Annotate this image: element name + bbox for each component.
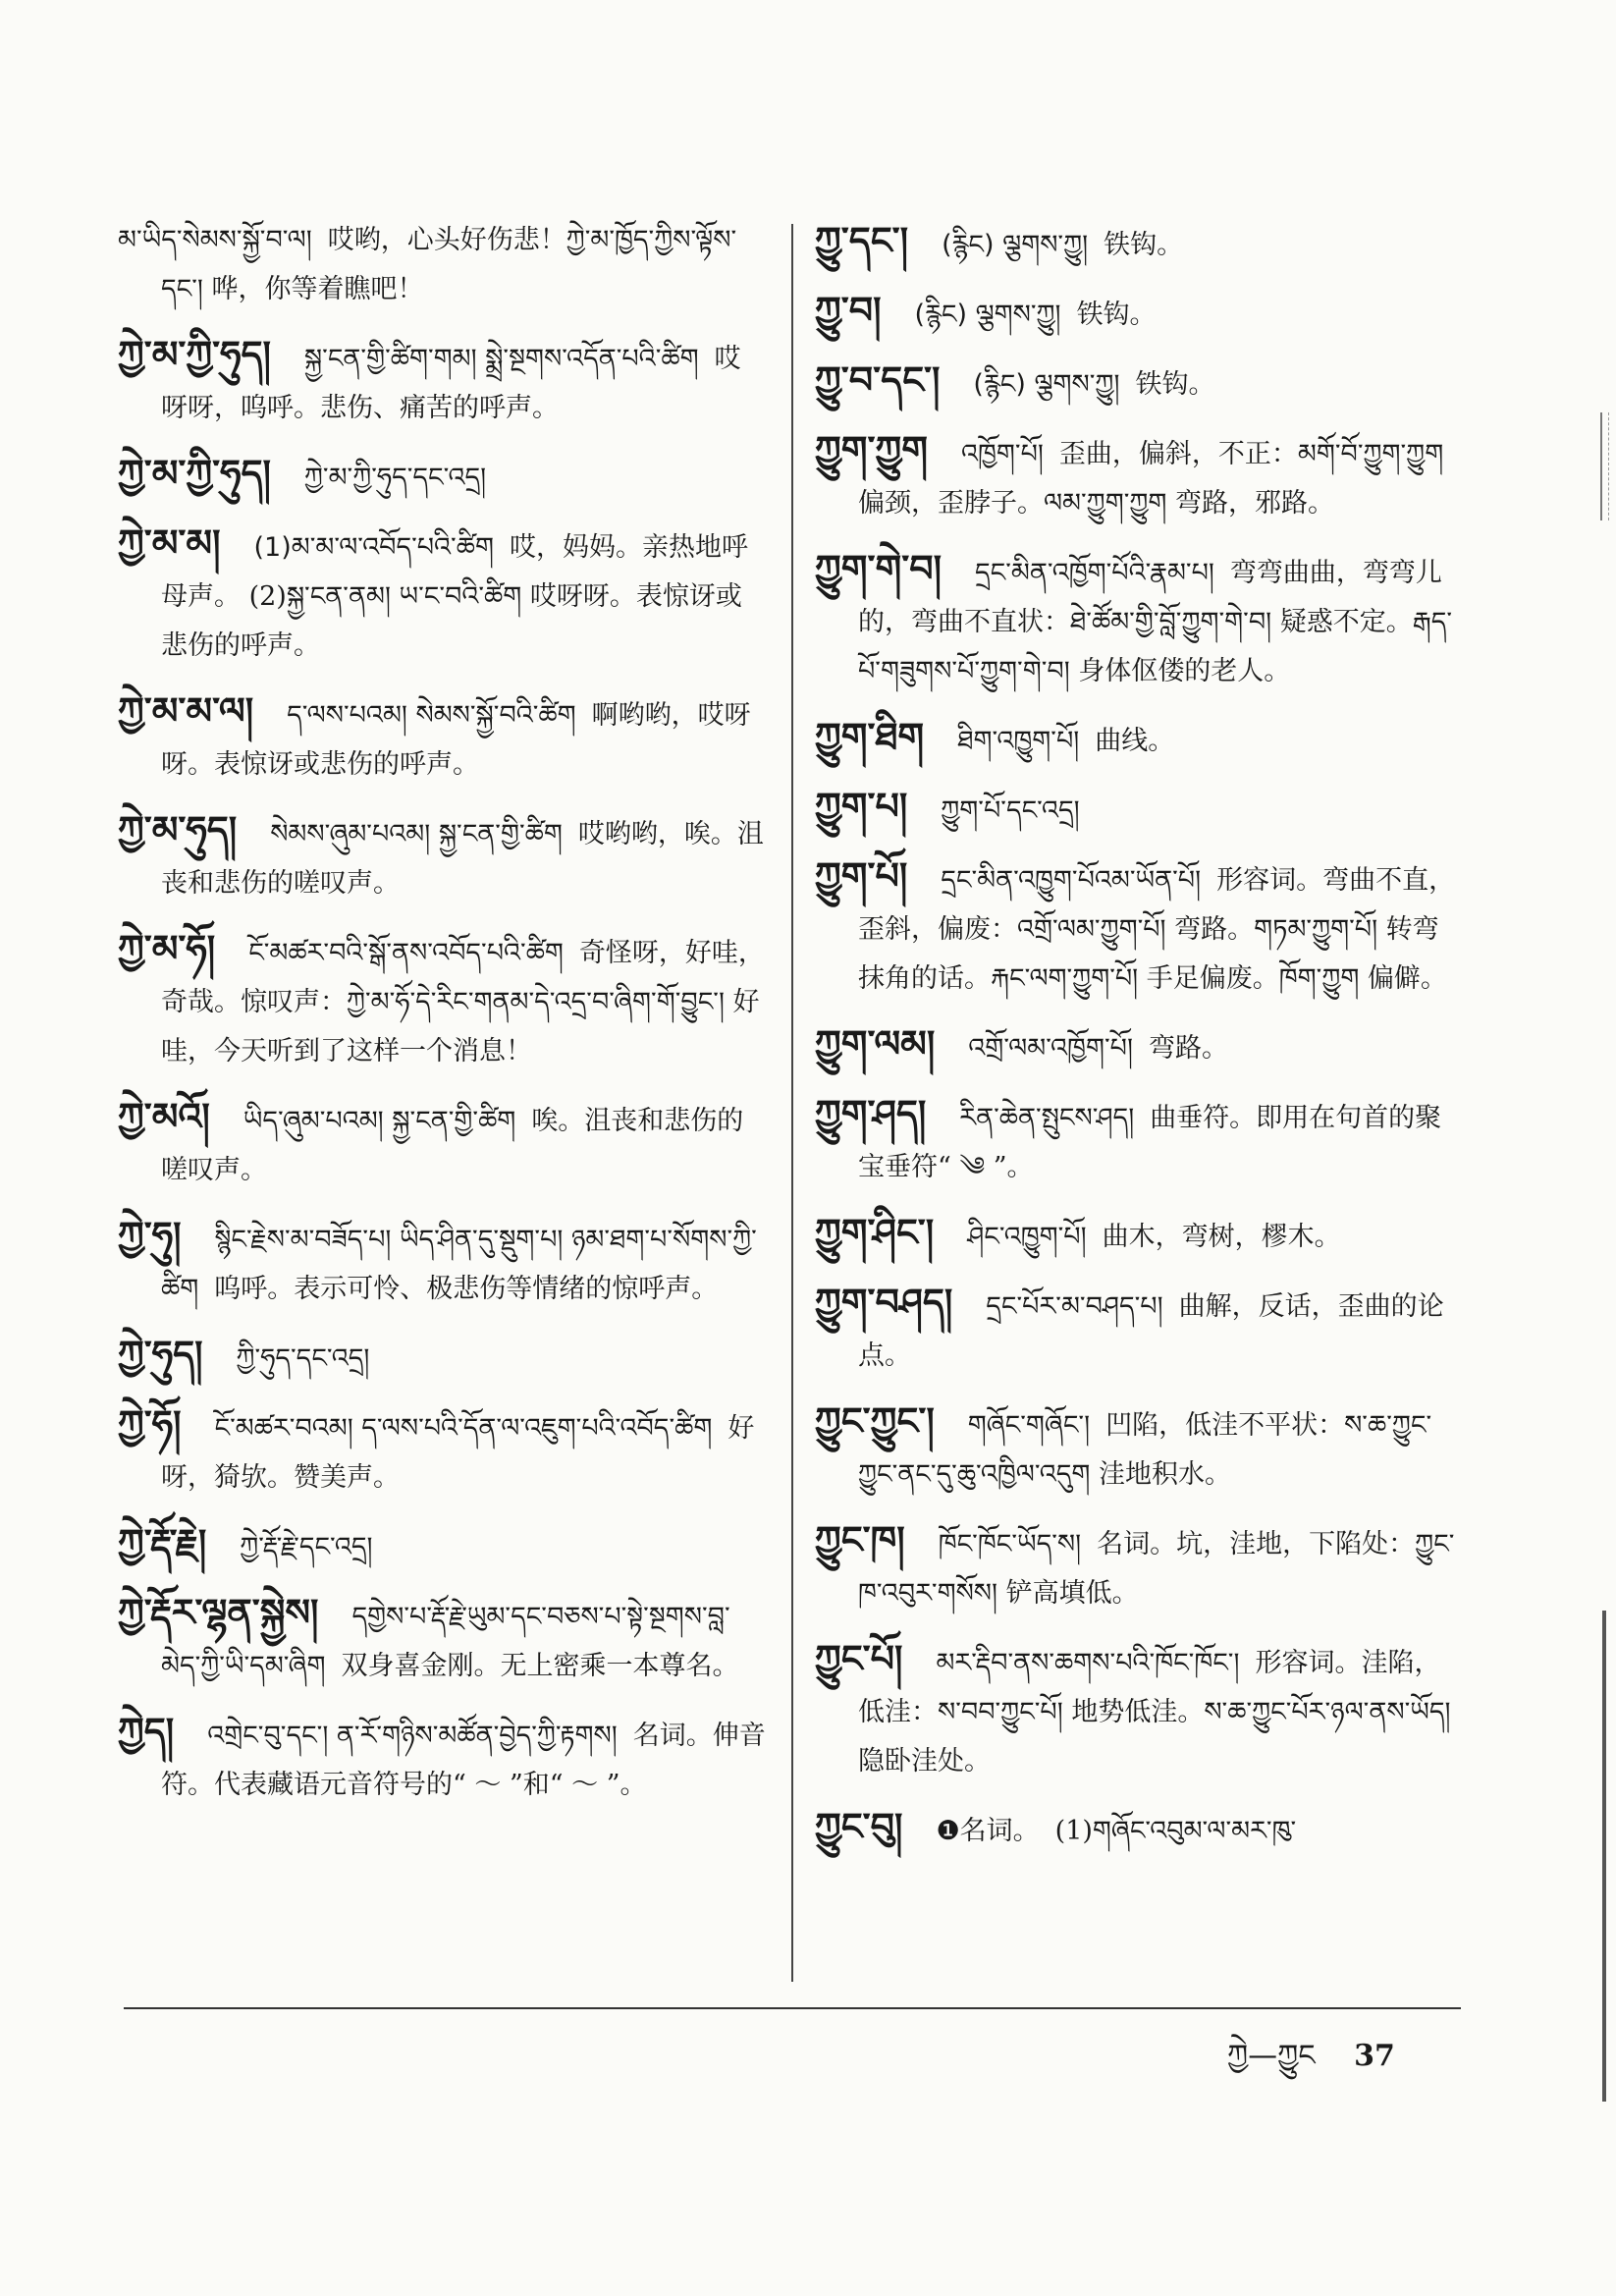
dictionary-entry (815, 216, 1463, 270)
dictionary-entry (118, 805, 766, 908)
headword: ཀྱུ་བ། (815, 289, 882, 332)
dictionary-entry (118, 1399, 766, 1503)
chinese-definition: 凹陷，低洼不平状：ས་ཆ་ཀྱུང་ཀྱུང་ནང་དུ་ཆུ་འཁྱིལ་འདུག 洼地积水。 (858, 1410, 1432, 1490)
tibetan-definition: ངོ་མཚར་བའམ། ད་ལས་པའི་དོན་ལ་འཇུག་པའི་འབོད་ཚིག (214, 1413, 713, 1444)
headword: ཀྱུང་བུ། (815, 1805, 903, 1848)
tibetan-definition: (1)མ་མ་ལ་འབོད་པའི་ཚིག (253, 532, 494, 563)
dictionary-entry (815, 355, 1463, 410)
headword: ཀྱེ་མ་ཧོ། (118, 927, 216, 970)
chinese-definition: 弯弯曲曲，弯弯儿的，弯曲不直状：ཐེ་ཚོམ་གྱི་བློ་ཀྱུག་གེ་བ། 疑惑不定。རྒད་པོ་གཟུགས་པོ་ཀྱུག་གེ་བ། 身体伛偻的老人。 (858, 558, 1453, 686)
footer-range: ཀྱེ—ཀྱུང (1227, 2039, 1316, 2073)
edge-scan-marks (1600, 412, 1609, 520)
tibetan-definition: (རྙིང) ལྕགས་ཀྱུ། (973, 369, 1120, 400)
chinese-definition: 曲木，弯树，樛木。 (1102, 1222, 1341, 1252)
headword: ཀྱེ་ཧོ། (118, 1402, 182, 1446)
headword: ཀྱུག་ལམ། (815, 1022, 936, 1066)
tibetan-definition: སྐྱ་ངན་གྱི་ཚིག་གམ། སྨྲེ་སྔགས་འདོན་པའི་ཚིག (303, 344, 699, 374)
dictionary-entry (815, 712, 1463, 766)
tibetan-definition: དྲང་མིན་འཁྱུག་པོའམ་ཡོན་པོ། (941, 865, 1202, 896)
headword: ཀྱུ་བ་དང་། (815, 358, 941, 402)
dictionary-entry (815, 1089, 1463, 1192)
headword: ཀྱེ་མ་མ་ལ། (118, 689, 254, 733)
headword: ཀྱུ་དང་། (815, 219, 909, 262)
headword: ཀྱུག་ཤིང་། (815, 1211, 935, 1254)
dictionary-entry (815, 782, 1463, 836)
headword: ཀྱུང་པོ། (815, 1637, 903, 1680)
tibetan-definition: འགྲོ་ལམ་འཁྱོག་པོ། (968, 1033, 1133, 1064)
dictionary-entry (118, 1330, 766, 1384)
dictionary-entry (118, 1092, 766, 1195)
headword: ཀྱེ་མའོ། (118, 1095, 210, 1138)
dictionary-entry (815, 1515, 1463, 1618)
headword: ཀྱུང་ཁ། (815, 1518, 905, 1561)
dictionary-entry (118, 1211, 766, 1314)
headword: ཀྱེ་ཧུད། (118, 1333, 203, 1376)
dictionary-entry (815, 286, 1463, 340)
dictionary-entry (815, 425, 1463, 528)
page-number: 37 (1354, 2039, 1395, 2073)
chinese-definition: 奇怪呀，好哇，奇哉。惊叹声：ཀྱེ་མ་ཧོ་དེ་རིང་གནམ་དེ་འདྲ་བ་ཞིག་གོ་བྱུང་། 好哇，今天听到了这样一个消息！ (161, 938, 765, 1066)
headword: ཀྱེད། (118, 1710, 175, 1753)
tibetan-definition: འཁྱོག་པོ། (961, 439, 1044, 469)
tibetan-definition: དྲང་མིན་འཁྱོག་པོའི་རྣམ་པ། (975, 558, 1214, 588)
tibetan-definition: (རྙིང) ལྕགས་ཀྱུ། (942, 230, 1089, 260)
dictionary-entry (815, 1802, 1463, 1856)
dictionary-entry (815, 1278, 1463, 1381)
headword: ཀྱེ་མ་མ། (118, 521, 221, 565)
headword: ཀྱེ་མ་ཧུད། (118, 808, 238, 851)
dictionary-entry (118, 1518, 766, 1572)
dictionary-entry (118, 1707, 766, 1810)
right-column (815, 216, 1463, 1872)
chinese-definition: 弯路。 (1148, 1033, 1228, 1064)
edge-scan-bar (1602, 1611, 1606, 2102)
chinese-definition: 形容词。洼陷，低洼：ས་བབ་ཀྱུང་པོ། 地势低洼。ས་ཆ་ཀྱུང་པོར་ཉལ་ནས་ཡོད། 隐卧洼处。 (858, 1648, 1451, 1777)
chinese-definition: 哎哟，心头好伤悲！ཀྱེ་མ་ཁྱོད་ཀྱིས་ལྟོས་དང་། 哗，你等着瞧吧！ (161, 225, 737, 304)
tibetan-definition: མ་ཡིད་སེམས་སྐྱོ་བ་ལ། (118, 225, 312, 255)
headword: ཀྱུག་གེ་བ། (815, 547, 943, 590)
headword: ཀྱུག་པོ། (815, 854, 908, 898)
headword: ཀྱུང་ཀྱུང་། (815, 1399, 935, 1443)
headword: ཀྱུག་ཀྱུག (815, 428, 928, 471)
chinese-definition: 曲线。 (1095, 726, 1175, 756)
chinese-definition: 铁钩。 (1135, 369, 1215, 400)
tibetan-definition: ཀྱུག་པོ་དང་འདྲ། (941, 795, 1080, 826)
tibetan-definition: ❶名词。 (936, 1816, 1040, 1846)
dictionary-entry (118, 924, 766, 1076)
headword: ཀྱུག་བཤད། (815, 1281, 953, 1324)
dictionary-entry (118, 216, 766, 314)
bottom-rule (124, 2007, 1461, 2009)
dictionary-entry (815, 1208, 1463, 1262)
chinese-definition: 哎哟哟，唉。沮丧和悲伤的嗟叹声。 (161, 819, 764, 899)
chinese-definition: 哎呀呀，呜呼。悲伤、痛苦的呼声。 (161, 344, 741, 423)
headword: ཀྱེ་མ་ཀྱི་ཧུད། (118, 333, 271, 376)
headword: ཀྱུག་ཐིག (815, 715, 925, 758)
tibetan-definition: ངོ་མཚར་བའི་སྒོ་ནས་འབོད་པའི་ཚིག (248, 938, 564, 968)
dictionary-entry (118, 519, 766, 671)
column-divider (791, 224, 793, 1982)
dictionary-entry (815, 1396, 1463, 1500)
tibetan-definition: སྙིང་རྗེས་མ་བཟོད་པ། ཡིད་ཤིན་དུ་སྡུག་པ། ཉམ་ཐག་པ་སོགས་ཀྱི་ཚིག (161, 1225, 757, 1304)
headword: ཀྱུག་པ། (815, 785, 908, 828)
tibetan-definition: སེམས་ཞུམ་པའམ། སྐྱ་ངན་གྱི་ཚིག (270, 819, 563, 849)
dictionary-entry (815, 1634, 1463, 1786)
chinese-definition: 呜呼。表示可怜、极悲伤等情绪的惊呼声。 (214, 1274, 719, 1304)
left-column (118, 216, 766, 1826)
dictionary-entry (815, 544, 1463, 696)
chinese-definition: 好呀，猗欤。赞美声。 (161, 1413, 755, 1493)
tibetan-definition: ཁོང་ཁོང་ཡོད་ས། (938, 1529, 1082, 1559)
dictionary-entry (118, 1588, 766, 1691)
headword: ཀྱེ་ཧུ། (118, 1214, 182, 1257)
chinese-definition: 双身喜金刚。无上密乘一本尊名。 (341, 1651, 739, 1681)
tibetan-definition: མར་རྡིབ་ནས་ཆགས་པའི་ཁོང་ཁོང་། (936, 1648, 1240, 1678)
chinese-definition: 铁钩。 (1104, 230, 1184, 260)
tibetan-definition: ཀྱེ་རྡོ་རྗེ་དང་འདྲ། (240, 1532, 373, 1562)
dictionary-entry (118, 449, 766, 503)
tibetan-definition: རིན་ཆེན་སྤུངས་ཤད། (959, 1103, 1135, 1133)
chinese-definition: 名词。伸音符。代表藏语元音符号的“ ～ ”和“ ～ ”。 (161, 1721, 766, 1800)
dictionary-entry (118, 330, 766, 433)
chinese-definition: 铁钩。 (1076, 300, 1157, 330)
dictionary-entry (815, 851, 1463, 1004)
dictionary-entry (118, 686, 766, 790)
tibetan-definition: ཀྱི་ཧུད་དང་འདྲ། (236, 1343, 370, 1374)
headword: ཀྱེ་རྡོ་རྗེ། (118, 1521, 207, 1564)
chinese-definition: 歪曲，偏斜，不正：མགོ་བོ་ཀྱུག་ཀྱུག 偏颈，歪脖子。ལམ་ཀྱུག་ཀྱུག 弯路，邪路。 (858, 439, 1444, 519)
tibetan-definition: (རྙིང) ལྕགས་ཀྱུ། (914, 300, 1061, 330)
tibetan-definition: ད་ལས་པའམ། སེམས་སྐྱོ་བའི་ཚིག (287, 700, 576, 731)
chinese-definition: 哎，妈妈。亲热地呼母声。 (2)སྐྱ་ངན་ནམ། ཡ་ང་བའི་ཚིག 哎呀呀。表惊讶或悲伤的呼声。 (161, 532, 748, 661)
tibetan-definition: ཡིད་ཞུམ་པའམ། སྐྱ་ངན་གྱི་ཚིག (242, 1106, 516, 1136)
tibetan-definition: དྲང་པོར་མ་བཤད་པ། (986, 1291, 1163, 1322)
chinese-definition: (1)གཞོང་འབུམ་ལ་མར་ཁུ་ (1054, 1816, 1297, 1846)
tibetan-definition: འགྲེང་བུ་དང་། ན་རོ་གཉིས་མཚོན་བྱེད་ཀྱི་རྟགས། (207, 1721, 618, 1751)
chinese-definition: 曲垂符。即用在句首的聚宝垂符“ ༄ ”。 (858, 1103, 1442, 1182)
tibetan-definition: ཐིག་འཁྱུག་པོ། (957, 726, 1080, 756)
tibetan-definition: ཤིང་འཁྱུག་པོ། (967, 1222, 1087, 1252)
chinese-definition: 唉。沮丧和悲伤的嗟叹声。 (161, 1106, 744, 1185)
tibetan-definition: ཀྱེ་མ་ཀྱི་ཧུད་དང་འདྲ། (303, 463, 487, 493)
headword: ཀྱུག་ཤད། (815, 1092, 927, 1135)
headword: ཀྱེ་རྡོར་ལྷན་སྐྱེས། (118, 1591, 319, 1634)
tibetan-definition: དགྱེས་པ་རྡོ་རྗེ་ཡུམ་དང་བཅས་པ་སྟེ་སྔགས་བླ་མེད་ཀྱི་ཡི་དམ་ཞིག (161, 1602, 730, 1681)
chinese-definition: 形容词。弯曲不直，歪斜，偏废：འགྲོ་ལམ་ཀྱུག་པོ། 弯路。གཏམ་ཀྱུག་པོ། 转弯抹角的话。རྐང་ལག་ཀྱུག་པོ། 手足偏废。ཁོག་ཀྱུག 偏僻。 (858, 865, 1456, 994)
chinese-definition: 曲解，反话，歪曲的论点。 (858, 1291, 1444, 1371)
chinese-definition: 名词。坑，洼地，下陷处：ཀྱུང་ཁ་འབུར་གསོས། 铲高填低。 (858, 1529, 1455, 1609)
dictionary-entry (815, 1019, 1463, 1073)
chinese-definition: 啊哟哟，哎呀呀。表惊讶或悲伤的呼声。 (161, 700, 751, 780)
tibetan-definition: གཞོང་གཞོང་། (967, 1410, 1091, 1441)
page-footer (1227, 2023, 1395, 2105)
headword: ཀྱེ་མ་ཀྱི་ཧུད། (118, 452, 271, 495)
